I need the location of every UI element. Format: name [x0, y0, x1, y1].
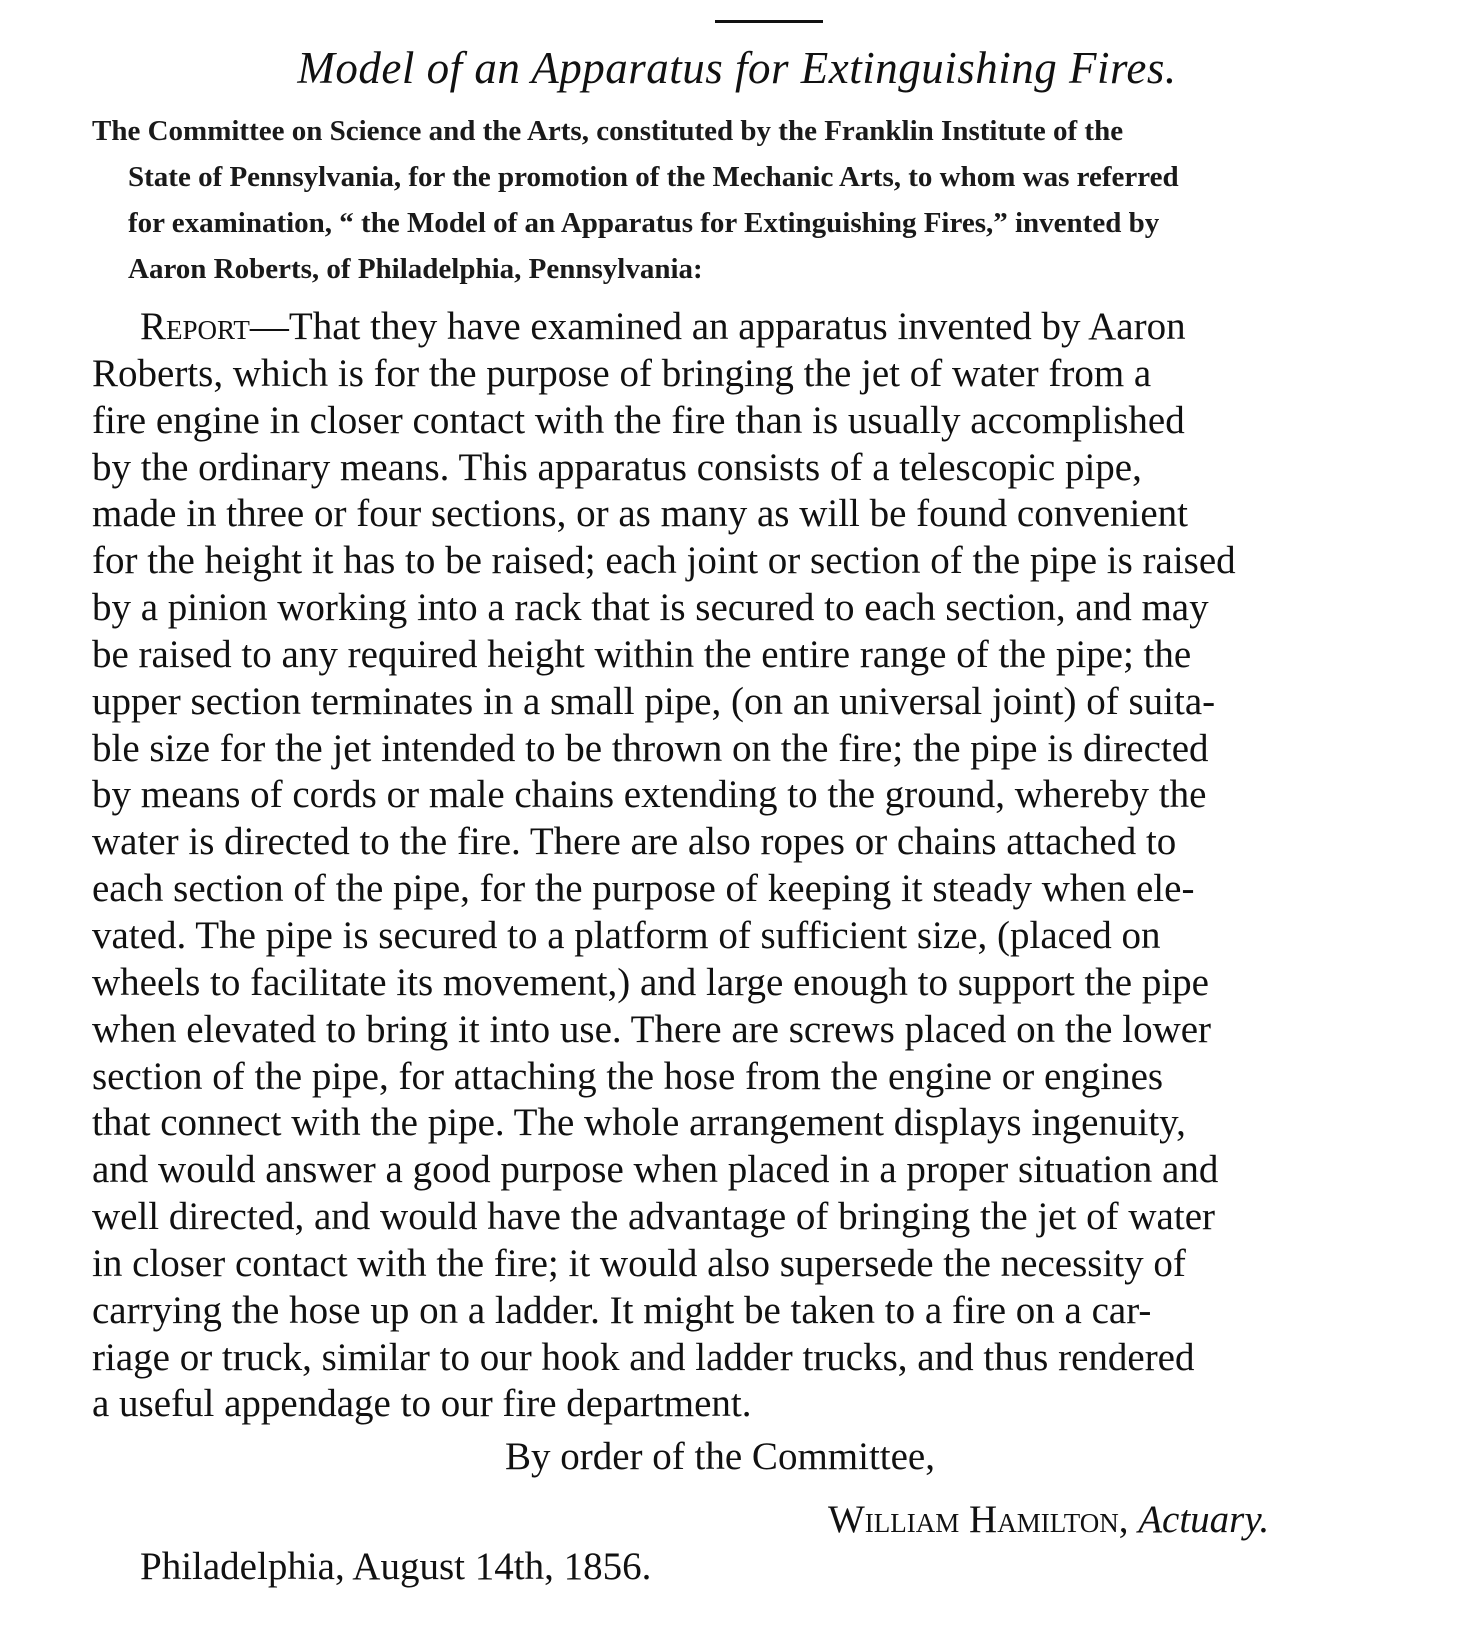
committee-intro	[92, 108, 1448, 292]
intro-line: The Committee on Science and the Arts, constituted by the Franklin Institute of the	[92, 115, 1124, 147]
intro-line: State of Pennsylvania, for the promotion of the Mechanic Arts, to whom was referred	[128, 161, 1179, 193]
report-line: by a pinion working into a rack that is secured to each section, and may	[92, 586, 1209, 630]
report-line: ble size for the jet intended to be thrown on the fire; the pipe is directed	[92, 726, 1209, 770]
report-line: that connect with the pipe. The whole arrangement displays ingenuity,	[92, 1101, 1186, 1145]
signature-block	[828, 1495, 1269, 1545]
report-line: made in three or four sections, or as many as will be found convenient	[92, 492, 1189, 536]
report-line: well directed, and would have the advantage of bringing the jet of water	[92, 1195, 1216, 1239]
signatory-role: Actuary.	[1138, 1498, 1270, 1541]
report-line: a useful appendage to our fire department.	[92, 1382, 752, 1426]
signatory-name: William Hamilton	[828, 1498, 1119, 1541]
report-body	[92, 304, 1450, 1428]
report-first-line-text: —That they have examined an apparatus invented by Aaron	[249, 305, 1186, 348]
report-line: and would answer a good purpose when placed in a proper situation and	[92, 1148, 1219, 1192]
top-divider-rule	[715, 20, 823, 23]
report-line: by the ordinary means. This apparatus consists of a telescopic pipe,	[92, 445, 1142, 489]
intro-line: for examination, “ the Model of an Apparatus for Extinguishing Fires,” invented by	[128, 207, 1160, 239]
report-line: upper section terminates in a small pipe, (on an universal joint) of suita-	[92, 679, 1216, 723]
report-line: vated. The pipe is secured to a platform of sufficient size, (placed on	[92, 913, 1161, 957]
signature-separator: ,	[1118, 1498, 1139, 1541]
report-line: water is directed to the fire. There are also ropes or chains attached to	[92, 820, 1177, 864]
closing-line: By order of the Committee,	[505, 1435, 935, 1478]
document-title: Model of an Apparatus for Extinguishing Fires.	[297, 43, 1177, 93]
report-line: carrying the hose up on a ladder. It might be taken to a fire on a car-	[92, 1288, 1152, 1332]
intro-line: Aaron Roberts, of Philadelphia, Pennsylvania:	[128, 253, 703, 285]
report-line: riage or truck, similar to our hook and ladder trucks, and thus rendered	[92, 1335, 1195, 1379]
place-and-date: Philadelphia, August 14th, 1856.	[140, 1545, 652, 1588]
report-label: Report	[140, 305, 250, 348]
report-line: by means of cords or male chains extending to the ground, whereby the	[92, 773, 1207, 817]
report-first-line	[92, 304, 1450, 351]
report-line: fire engine in closer contact with the fire than is usually accomplished	[92, 398, 1185, 442]
report-line: Roberts, which is for the purpose of bringing the jet of water from a	[92, 351, 1152, 395]
report-line: each section of the pipe, for the purpose of keeping it steady when ele-	[92, 867, 1195, 911]
report-line: in closer contact with the fire; it would also supersede the necessity of	[92, 1241, 1186, 1285]
report-line: for the height it has to be raised; each joint or section of the pipe is raised	[92, 539, 1236, 583]
report-line: section of the pipe, for attaching the hose from the engine or engines	[92, 1054, 1164, 1098]
report-line: wheels to facilitate its movement,) and large enough to support the pipe	[92, 960, 1209, 1004]
report-line: when elevated to bring it into use. There are screws placed on the lower	[92, 1007, 1212, 1051]
report-line: be raised to any required height within the entire range of the pipe; the	[92, 632, 1192, 676]
